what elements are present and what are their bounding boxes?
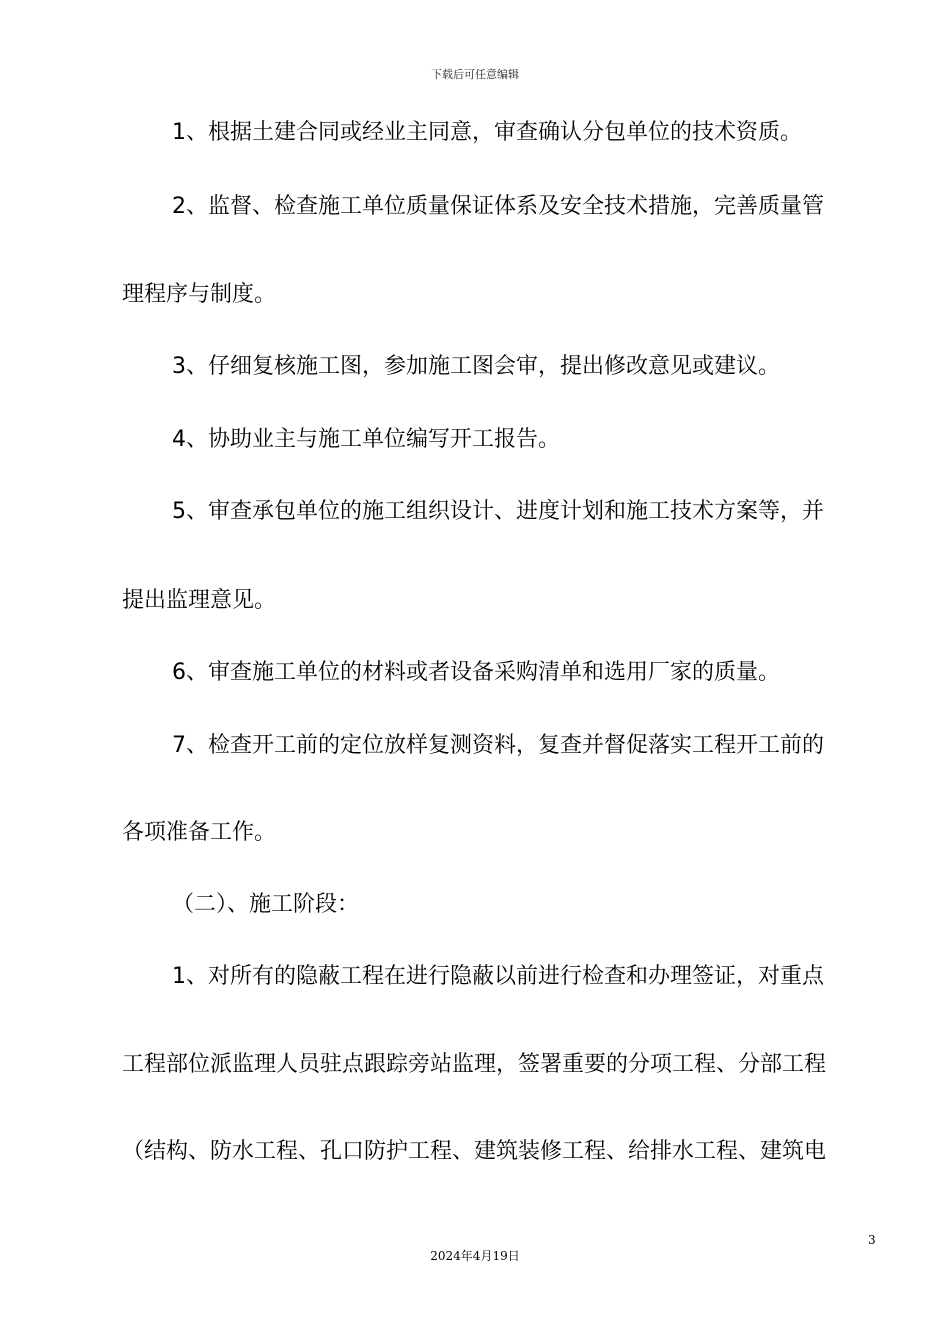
paragraph-line: （结构、防水工程、孔口防护工程、建筑装修工程、给排水工程、建筑电 <box>122 1139 827 1164</box>
paragraph-line: 3、仔细复核施工图，参加施工图会审，提出修改意见或建议。 <box>172 354 780 379</box>
paragraph-line: 提出监理意见。 <box>122 588 277 613</box>
paragraph-line: 6、审查施工单位的材料或者设备采购清单和选用厂家的质量。 <box>172 660 780 685</box>
page-footer-date: 2024年4月19日 <box>430 1249 520 1263</box>
paragraph-line: 2、监督、检查施工单位质量保证体系及安全技术措施，完善质量管 <box>172 194 824 219</box>
paragraph-line: 7、检查开工前的定位放样复测资料，复查并督促落实工程开工前的 <box>172 733 824 758</box>
paragraph-line: 1、对所有的隐蔽工程在进行隐蔽以前进行检查和办理签证，对重点 <box>172 964 824 989</box>
paragraph-line: 工程部位派监理人员驻点跟踪旁站监理，签署重要的分项工程、分部工程 <box>122 1052 827 1077</box>
page-header: 下载后可任意编辑 <box>431 68 519 81</box>
paragraph-line: 各项准备工作。 <box>122 820 277 845</box>
section-heading: （二）、施工阶段： <box>172 892 360 917</box>
paragraph-line: 4、协助业主与施工单位编写开工报告。 <box>172 427 560 452</box>
paragraph-line: 理程序与制度。 <box>122 282 277 307</box>
page-number: 3 <box>868 1233 876 1247</box>
paragraph-line: 1、根据土建合同或经业主同意，审查确认分包单位的技术资质。 <box>172 120 802 145</box>
paragraph-line: 5、审查承包单位的施工组织设计、进度计划和施工技术方案等，并 <box>172 499 824 524</box>
